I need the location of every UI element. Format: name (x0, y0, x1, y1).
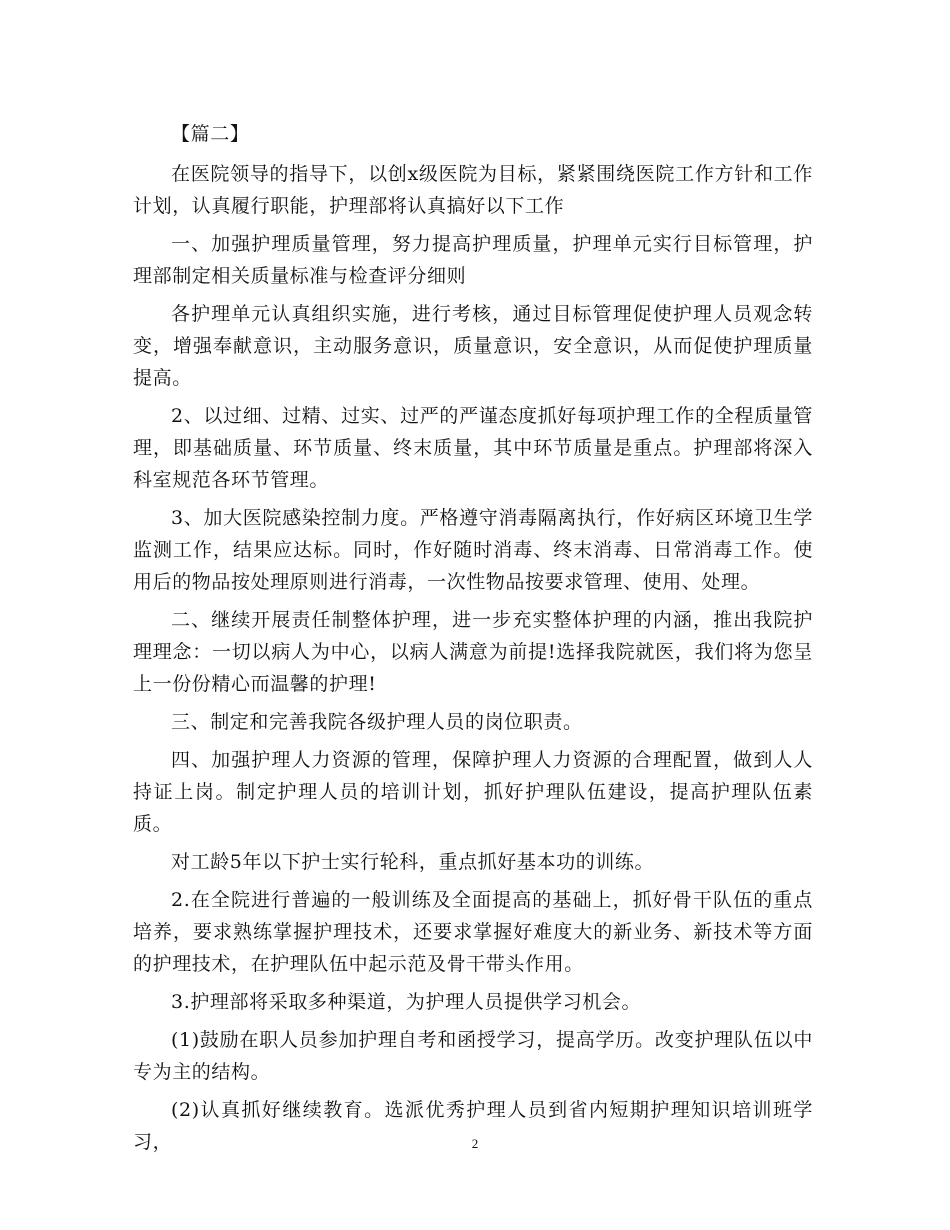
paragraph-intro: 在医院领导的指导下，以创x级医院为目标，紧紧围绕医院工作方针和工作计划，认真履行职能，护理部将认真搞好以下工作 (133, 163, 813, 217)
paragraph-continuing-education: (2)认真抓好继续教育。选派优秀护理人员到省内短期护理知识培训班学习， (133, 1099, 813, 1153)
paragraph-self-study: (1)鼓励在职人员参加护理自考和函授学习，提高学历。改变护理队伍以中专为主的结构。 (133, 1029, 813, 1083)
document-body (133, 118, 813, 1164)
paragraph-learning-opportunities: 3.护理部将采取多种渠道，为护理人员提供学习机会。 (171, 991, 642, 1013)
paragraph-holistic-care: 二、继续开展责任制整体护理，进一步充实整体护理的内涵，推出我院护理理念：一切以病人为中心，以病人满意为前提!选择我院就医，我们将为您呈上一份份精心而温馨的护理! (133, 609, 813, 695)
paragraph-quality-management: 一、加强护理质量管理，努力提高护理质量，护理单元实行目标管理，护理部制定相关质量标准与检查评分细则 (133, 233, 813, 287)
paragraph-unit-implementation: 各护理单元认真组织实施，进行考核，通过目标管理促使护理人员观念转变，增强奉献意识，主动服务意识，质量意识，安全意识，从而促使护理质量提高。 (133, 303, 813, 389)
paragraph-process-quality: 2、以过细、过精、过实、过严的严谨态度抓好每项护理工作的全程质量管理，即基础质量、环节质量、终末质量，其中环节质量是重点。护理部将深入科室规范各环节管理。 (133, 405, 813, 491)
paragraph-infection-control: 3、加大医院感染控制力度。严格遵守消毒隔离执行，作好病区环境卫生学监测工作，结果应达标。同时，作好随时消毒、终末消毒、日常消毒工作。使用后的物品按处理原则进行消毒，一次性物品按要求管理、使用、处理。 (133, 507, 813, 593)
page-number: 2 (471, 1136, 479, 1151)
paragraph-rotation: 对工龄5年以下护士实行轮科，重点抓好基本功的训练。 (171, 851, 655, 873)
paragraph-job-duties: 三、制定和完善我院各级护理人员的岗位职责。 (171, 711, 583, 733)
section-heading: 【篇二】 (171, 123, 250, 145)
paragraph-human-resources: 四、加强护理人力资源的管理，保障护理人力资源的合理配置，做到人人持证上岗。制定护理人员的培训计划，抓好护理队伍建设，提高护理队伍素质。 (133, 749, 813, 835)
paragraph-backbone-training: 2.在全院进行普遍的一般训练及全面提高的基础上，抓好骨干队伍的重点培养，要求熟练掌握护理技术，还要求掌握好难度大的新业务、新技术等方面的护理技术，在护理队伍中起示范及骨干带头作用。 (133, 889, 813, 975)
